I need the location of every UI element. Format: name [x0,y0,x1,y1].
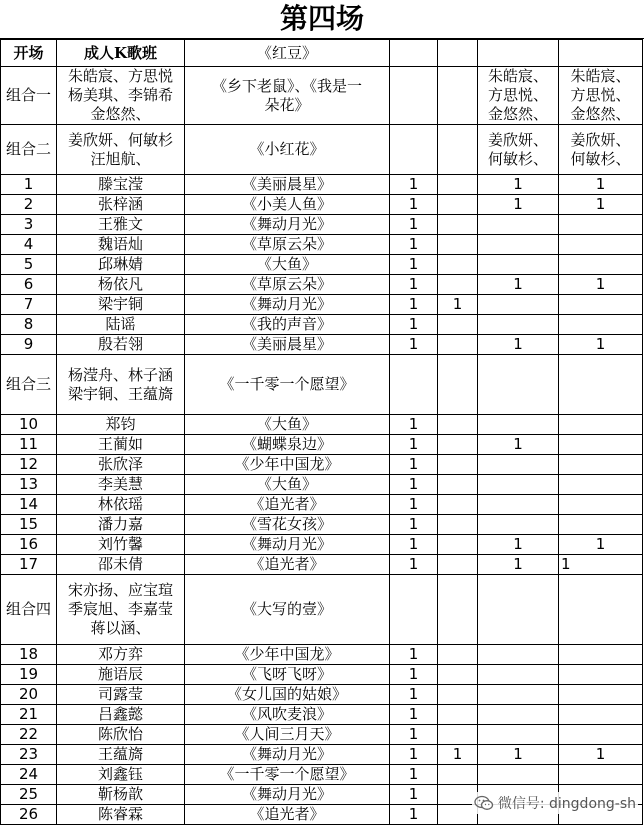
row-col-3: 1 [478,275,559,295]
row-col-3 [478,235,559,255]
row-name: 刘鑫钰 [57,765,185,785]
row-col-1 [390,575,438,645]
row-col-2 [438,415,478,435]
row-song: 《追光者》 [185,495,390,515]
row-col-3 [478,665,559,685]
row-song: 《美丽晨星》 [185,175,390,195]
row-no: 26 [1,805,57,825]
row-col-1: 1 [390,415,438,435]
table-row [1,705,643,725]
page-title: 第四场 [0,0,644,39]
group-row [1,355,643,415]
row-col-3 [478,645,559,665]
row-col-2 [438,255,478,275]
row-col-2 [438,575,478,645]
row-name: 邱琳婧 [57,255,185,275]
row-col-1: 1 [390,555,438,575]
table-row [1,415,643,435]
row-song: 《女儿国的姑娘》 [185,685,390,705]
header-no: 开场 [1,40,57,67]
row-col-2 [438,765,478,785]
row-name: 刘竹馨 [57,535,185,555]
row-col-3 [478,705,559,725]
row-col-4 [559,475,643,495]
row-col-4 [559,575,643,645]
row-col-4 [559,435,643,455]
row-song: 《舞动月光》 [185,745,390,765]
row-col-3 [478,415,559,435]
row-col-2 [438,665,478,685]
table-row [1,725,643,745]
row-no: 5 [1,255,57,275]
row-col-2 [438,435,478,455]
row-col-1: 1 [390,315,438,335]
row-col-3: 1 [478,335,559,355]
row-song: 《追光者》 [185,805,390,825]
table-row [1,645,643,665]
row-col-4 [559,295,643,315]
row-song: 《美丽晨星》 [185,335,390,355]
row-col-4 [559,765,643,785]
table-row [1,665,643,685]
row-col-4: 1 [559,335,643,355]
row-name: 林依瑶 [57,495,185,515]
row-col-3 [478,295,559,315]
row-song: 《舞动月光》 [185,535,390,555]
row-col-3: 姜欣妍、 何敏杉、 [478,125,559,175]
row-no: 组合三 [1,355,57,415]
row-name: 殷若翎 [57,335,185,355]
row-song: 《小红花》 [185,125,390,175]
row-name: 朱皓宸、方思悦 杨美琪、李锦希 金悠然、 [57,67,185,125]
table-row [1,455,643,475]
row-name: 梁宇铜 [57,295,185,315]
row-col-4 [559,515,643,535]
row-col-2 [438,335,478,355]
row-col-3 [478,725,559,745]
row-col-4 [559,725,643,745]
header-row [1,40,643,67]
row-col-4 [559,215,643,235]
row-song: 《舞动月光》 [185,215,390,235]
row-name: 王蕴旖 [57,745,185,765]
table-row [1,435,643,455]
table-row [1,475,643,495]
row-no: 15 [1,515,57,535]
row-col-1: 1 [390,175,438,195]
row-col-3 [478,455,559,475]
row-col-4: 姜欣妍、 何敏杉、 [559,125,643,175]
row-name: 施语辰 [57,665,185,685]
row-song: 《大写的壹》 [185,575,390,645]
row-song: 《草原云朵》 [185,275,390,295]
row-col-3: 1 [478,435,559,455]
row-col-4: 1 [559,195,643,215]
header-col-3 [478,40,559,67]
row-col-1: 1 [390,725,438,745]
row-col-1: 1 [390,745,438,765]
row-no: 组合一 [1,67,57,125]
row-song: 《一千零一个愿望》 [185,765,390,785]
table-row [1,275,643,295]
table-row [1,295,643,315]
row-no: 3 [1,215,57,235]
row-song: 《风吹麦浪》 [185,705,390,725]
row-no: 23 [1,745,57,765]
row-song: 《大鱼》 [185,255,390,275]
row-col-1: 1 [390,235,438,255]
row-col-4 [559,415,643,435]
row-col-1: 1 [390,705,438,725]
row-col-3 [478,495,559,515]
row-col-3 [478,315,559,335]
watermark [472,792,638,814]
row-col-3 [478,215,559,235]
schedule-table [0,39,643,825]
row-col-4: 1 [559,175,643,195]
row-col-3 [478,255,559,275]
row-name: 靳杨歆 [57,785,185,805]
row-song: 《小美人鱼》 [185,195,390,215]
row-col-3 [478,355,559,415]
row-no: 16 [1,535,57,555]
row-col-2 [438,315,478,335]
row-col-1: 1 [390,685,438,705]
row-name: 潘力嘉 [57,515,185,535]
row-song: 《一千零一个愿望》 [185,355,390,415]
row-col-4: 朱皓宸、 方思悦、 金悠然、 [559,67,643,125]
row-no: 10 [1,415,57,435]
row-no: 14 [1,495,57,515]
row-col-3 [478,515,559,535]
group-row [1,575,643,645]
row-col-4 [559,255,643,275]
row-song: 《大鱼》 [185,475,390,495]
row-col-4: 1 [559,535,643,555]
row-col-2 [438,725,478,745]
row-no: 9 [1,335,57,355]
row-col-2 [438,275,478,295]
row-no: 组合四 [1,575,57,645]
row-col-1 [390,125,438,175]
group-row [1,125,643,175]
row-col-2 [438,705,478,725]
table-row [1,555,643,575]
table-row [1,235,643,255]
table-row [1,685,643,705]
row-col-1 [390,67,438,125]
row-name: 张欣泽 [57,455,185,475]
row-col-3: 1 [478,195,559,215]
row-song: 《大鱼》 [185,415,390,435]
header-col-4 [559,40,643,67]
row-no: 19 [1,665,57,685]
row-col-1: 1 [390,515,438,535]
header-song: 《红豆》 [185,40,390,67]
row-col-3: 1 [478,745,559,765]
row-col-4 [559,645,643,665]
table-row [1,765,643,785]
row-song: 《雪花女孩》 [185,515,390,535]
row-song: 《飞呀飞呀》 [185,665,390,685]
row-col-1: 1 [390,765,438,785]
row-col-3 [478,575,559,645]
row-col-4 [559,705,643,725]
row-no: 18 [1,645,57,665]
row-song: 《舞动月光》 [185,295,390,315]
row-name: 陈睿霖 [57,805,185,825]
row-name: 姜欣妍、何敏杉 汪旭航、 [57,125,185,175]
row-name: 杨滢舟、林子涵 梁宇铜、王蕴旖 [57,355,185,415]
row-no: 17 [1,555,57,575]
row-name: 张梓涵 [57,195,185,215]
row-name: 陆谣 [57,315,185,335]
row-name: 魏语灿 [57,235,185,255]
row-col-1: 1 [390,805,438,825]
row-song: 《少年中国龙》 [185,645,390,665]
row-col-1: 1 [390,665,438,685]
row-col-2: 1 [438,295,478,315]
row-no: 25 [1,785,57,805]
row-col-4 [559,495,643,515]
row-no: 12 [1,455,57,475]
row-name: 邵未倩 [57,555,185,575]
row-name: 王雅文 [57,215,185,235]
row-song: 《乡下老鼠》、《我是一 朵花》 [185,67,390,125]
row-song: 《人间三月天》 [185,725,390,745]
row-name: 李美慧 [57,475,185,495]
row-no: 7 [1,295,57,315]
row-col-2 [438,175,478,195]
row-no: 11 [1,435,57,455]
row-col-2 [438,125,478,175]
row-no: 组合二 [1,125,57,175]
table-row [1,315,643,335]
row-name: 邓方弈 [57,645,185,665]
row-song: 《草原云朵》 [185,235,390,255]
row-col-2 [438,685,478,705]
row-col-2 [438,495,478,515]
row-no: 22 [1,725,57,745]
watermark-text: 微信号: dingdong-sh [497,796,636,812]
row-song: 《少年中国龙》 [185,455,390,475]
header-col-1 [390,40,438,67]
row-col-1: 1 [390,645,438,665]
row-col-3 [478,765,559,785]
row-col-4 [559,665,643,685]
row-col-2 [438,355,478,415]
row-col-4 [559,685,643,705]
row-no: 4 [1,235,57,255]
row-no: 21 [1,705,57,725]
row-col-3: 1 [478,555,559,575]
row-col-1: 1 [390,335,438,355]
row-col-4: 1 [559,555,643,575]
row-col-3: 1 [478,175,559,195]
header-col-2 [438,40,478,67]
table-row [1,195,643,215]
row-col-2 [438,645,478,665]
row-col-1: 1 [390,785,438,805]
row-song: 《舞动月光》 [185,785,390,805]
row-song: 《追光者》 [185,555,390,575]
table-row [1,495,643,515]
row-col-4 [559,455,643,475]
row-col-2 [438,215,478,235]
row-no: 8 [1,315,57,335]
table-row [1,515,643,535]
row-name: 滕宝滢 [57,175,185,195]
row-no: 2 [1,195,57,215]
row-col-4: 1 [559,275,643,295]
row-col-2 [438,455,478,475]
row-name: 王蔺如 [57,435,185,455]
row-col-1: 1 [390,455,438,475]
row-col-3 [478,475,559,495]
row-col-1: 1 [390,215,438,235]
table-row [1,255,643,275]
row-song: 《蝴蝶泉边》 [185,435,390,455]
row-name: 吕鑫懿 [57,705,185,725]
row-col-2 [438,475,478,495]
row-col-1: 1 [390,435,438,455]
row-col-2 [438,515,478,535]
wechat-icon [474,795,494,811]
header-name: 成人K歌班 [57,40,185,67]
row-col-3: 1 [478,535,559,555]
row-col-4: 1 [559,745,643,765]
row-name: 陈欣怡 [57,725,185,745]
row-name: 杨依凡 [57,275,185,295]
row-song: 《我的声音》 [185,315,390,335]
row-col-1: 1 [390,475,438,495]
row-col-2 [438,555,478,575]
table-row [1,215,643,235]
row-no: 1 [1,175,57,195]
row-col-2 [438,67,478,125]
row-col-1: 1 [390,255,438,275]
table-row [1,535,643,555]
row-col-1: 1 [390,495,438,515]
schedule-table-body [1,40,643,825]
row-col-2 [438,235,478,255]
row-no: 20 [1,685,57,705]
row-col-2 [438,535,478,555]
row-no: 6 [1,275,57,295]
row-col-3: 朱皓宸、 方思悦、 金悠然、 [478,67,559,125]
table-row [1,175,643,195]
group-row [1,67,643,125]
row-col-4 [559,315,643,335]
row-col-1 [390,355,438,415]
row-no: 13 [1,475,57,495]
row-no: 24 [1,765,57,785]
row-col-4 [559,355,643,415]
row-col-3 [478,685,559,705]
table-row [1,745,643,765]
row-name: 宋亦扬、应宝瑄 季宸旭、李嘉莹 蒋以涵、 [57,575,185,645]
row-col-2 [438,195,478,215]
row-col-1: 1 [390,535,438,555]
row-col-2: 1 [438,745,478,765]
row-name: 司露莹 [57,685,185,705]
row-name: 郑钧 [57,415,185,435]
row-col-1: 1 [390,195,438,215]
row-col-1: 1 [390,295,438,315]
row-col-1: 1 [390,275,438,295]
row-col-4 [559,235,643,255]
table-row [1,335,643,355]
